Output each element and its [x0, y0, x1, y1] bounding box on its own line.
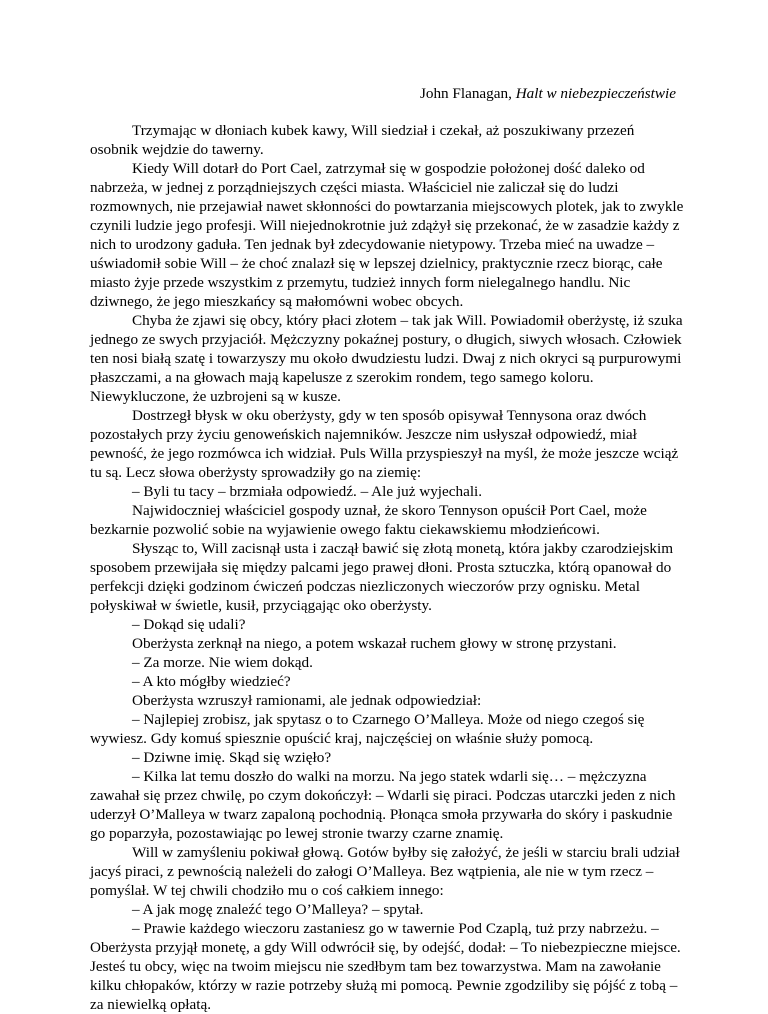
paragraph: – Dziwne imię. Skąd się wzięło?	[132, 749, 332, 766]
paragraph: – Za morze. Nie wiem dokąd.	[132, 654, 313, 671]
paragraph: Oberżysta zerknął na niego, a potem wskazał ruchem głowy w stronę przystani.	[132, 635, 617, 652]
paragraph: Słysząc to, Will zacisnął usta i zaczął bawić się złotą monetą, która jakby czarodziejskim sposobem przewijała się między palcami jego prawej dłoni. Prosta sztuczka, którą opanował do perfekcji dzięki godzinom ćwiczeń podczas niezliczonych wieczorów przy ognisku. Metal połyskiwał w świetle, kusił, przyciągając oko oberżysty.	[90, 540, 674, 614]
paragraph: – Kilka lat temu doszło do walki na morzu. Na jego statek wdarli się… – mężczyzna zawahał się przez chwilę, po czym dokończył: – Wdarli się piraci. Podczas utarczki jeden z nich uderzył O’Malleya w twarz zapaloną pochodnią. Płonąca smoła przywarła do skóry i paskudnie go poparzyła, pozostawiając po lewej stronie twarzy czarne znamię.	[90, 768, 676, 842]
paragraph: – Prawie każdego wieczoru zastaniesz go w tawernie Pod Czaplą, tuż przy nabrzeżu. – Oberżysta przyjął monetę, a gdy Will odwrócił się, by odejść, dodał: – To niebezpieczne miejsce. Jesteś tu obcy, więc na twoim miejscu nie szedłbym tam bez towarzystwa. Mam na zawołanie kilku chłopaków, którzy w razie potrzeby służą mi pomocą. Pewnie zgodziliby się pójść z tobą – za niewielką opłatą.	[90, 920, 681, 1013]
paragraph: Najwidoczniej właściciel gospody uznał, że skoro Tennyson opuścił Port Cael, może bezkarnie pozwolić sobie na wyjawienie owego faktu ciekawskiemu młodzieńcowi.	[90, 502, 647, 538]
document-body	[90, 121, 686, 1014]
paragraph: Trzymając w dłoniach kubek kawy, Will siedział i czekał, aż poszukiwany przezeń osobnik wejdzie do tawerny.	[90, 122, 635, 158]
paragraph: – A kto mógłby wiedzieć?	[132, 673, 291, 690]
paragraph: Will w zamyśleniu pokiwał głową. Gotów byłby się założyć, że jeśli w starciu brali udział jacyś piraci, z pewnością należeli do załogi O’Malleya. Bez wątpienia, ale nie w tym rzecz – pomyślał. W tej chwili chodziło mu o coś całkiem innego:	[90, 844, 680, 899]
book-title: Halt w niebezpieczeństwie	[515, 85, 676, 102]
paragraph: Oberżysta wzruszył ramionami, ale jednak odpowiedział:	[132, 692, 482, 709]
paragraph: Kiedy Will dotarł do Port Cael, zatrzymał się w gospodzie położonej dość daleko od nabrzeża, w jednej z porządniejszych części miasta. Właściciel nie zaliczał się do ludzi rozmownych, nie przejawiał nawet skłonności do powtarzania miejscowych plotek, jak to zwykle czynili ludzie jego profesji. Will niejednokrotnie już zdążył się przekonać, że w zasadzie każdy z nich to urodzony gaduła. Ten jednak był zdecydowanie nietypowy. Trzeba mieć na uwadze – uświadomił sobie Will – że choć znalazł się w lepszej dzielnicy, praktycznie rzecz biorąc, całe miasto żyje przede wszystkim z przemytu, tudzież innych form nielegalnego handlu. Nic dziwnego, że jego mieszkańcy są małomówni wobec obcych.	[90, 160, 684, 310]
paragraph: – Dokąd się udali?	[132, 616, 246, 633]
paragraph: Dostrzegł błysk w oku oberżysty, gdy w ten sposób opisywał Tennysona oraz dwóch pozostałych przy życiu genoweńskich najemników. Jeszcze nim usłyszał odpowiedź, miał pewność, że jego rozmówca ich widział. Puls Willa przyspieszył na myśl, że może jeszcze wciąż tu są. Lecz słowa oberżysty sprowadziły go na ziemię:	[90, 407, 679, 481]
paragraph: Chyba że zjawi się obcy, który płaci złotem – tak jak Will. Powiadomił oberżystę, iż szuka jednego ze swych przyjaciół. Mężczyzny pokaźnej postury, o długich, siwych włosach. Człowiek ten nosi białą szatę i towarzyszy mu około dwudziestu ludzi. Dwaj z nich okryci są purpurowymi płaszczami, a na głowach mają kapelusze z szerokim rondem, tego samego koloru. Niewykluczone, że uzbrojeni są w kusze.	[90, 312, 683, 405]
paragraph: – A jak mogę znaleźć tego O’Malleya? – spytał.	[132, 901, 424, 918]
paragraph: – Najlepiej zrobisz, jak spytasz o to Czarnego O’Malleya. Może od niego czegoś się wywiesz. Gdy komuś spiesznie opuścić kraj, najczęściej on właśnie służy pomocą.	[90, 711, 645, 747]
document-header	[420, 84, 676, 103]
paragraph: – Byli tu tacy – brzmiała odpowiedź. – Ale już wyjechali.	[132, 483, 483, 500]
author-name: John Flanagan,	[419, 85, 512, 102]
